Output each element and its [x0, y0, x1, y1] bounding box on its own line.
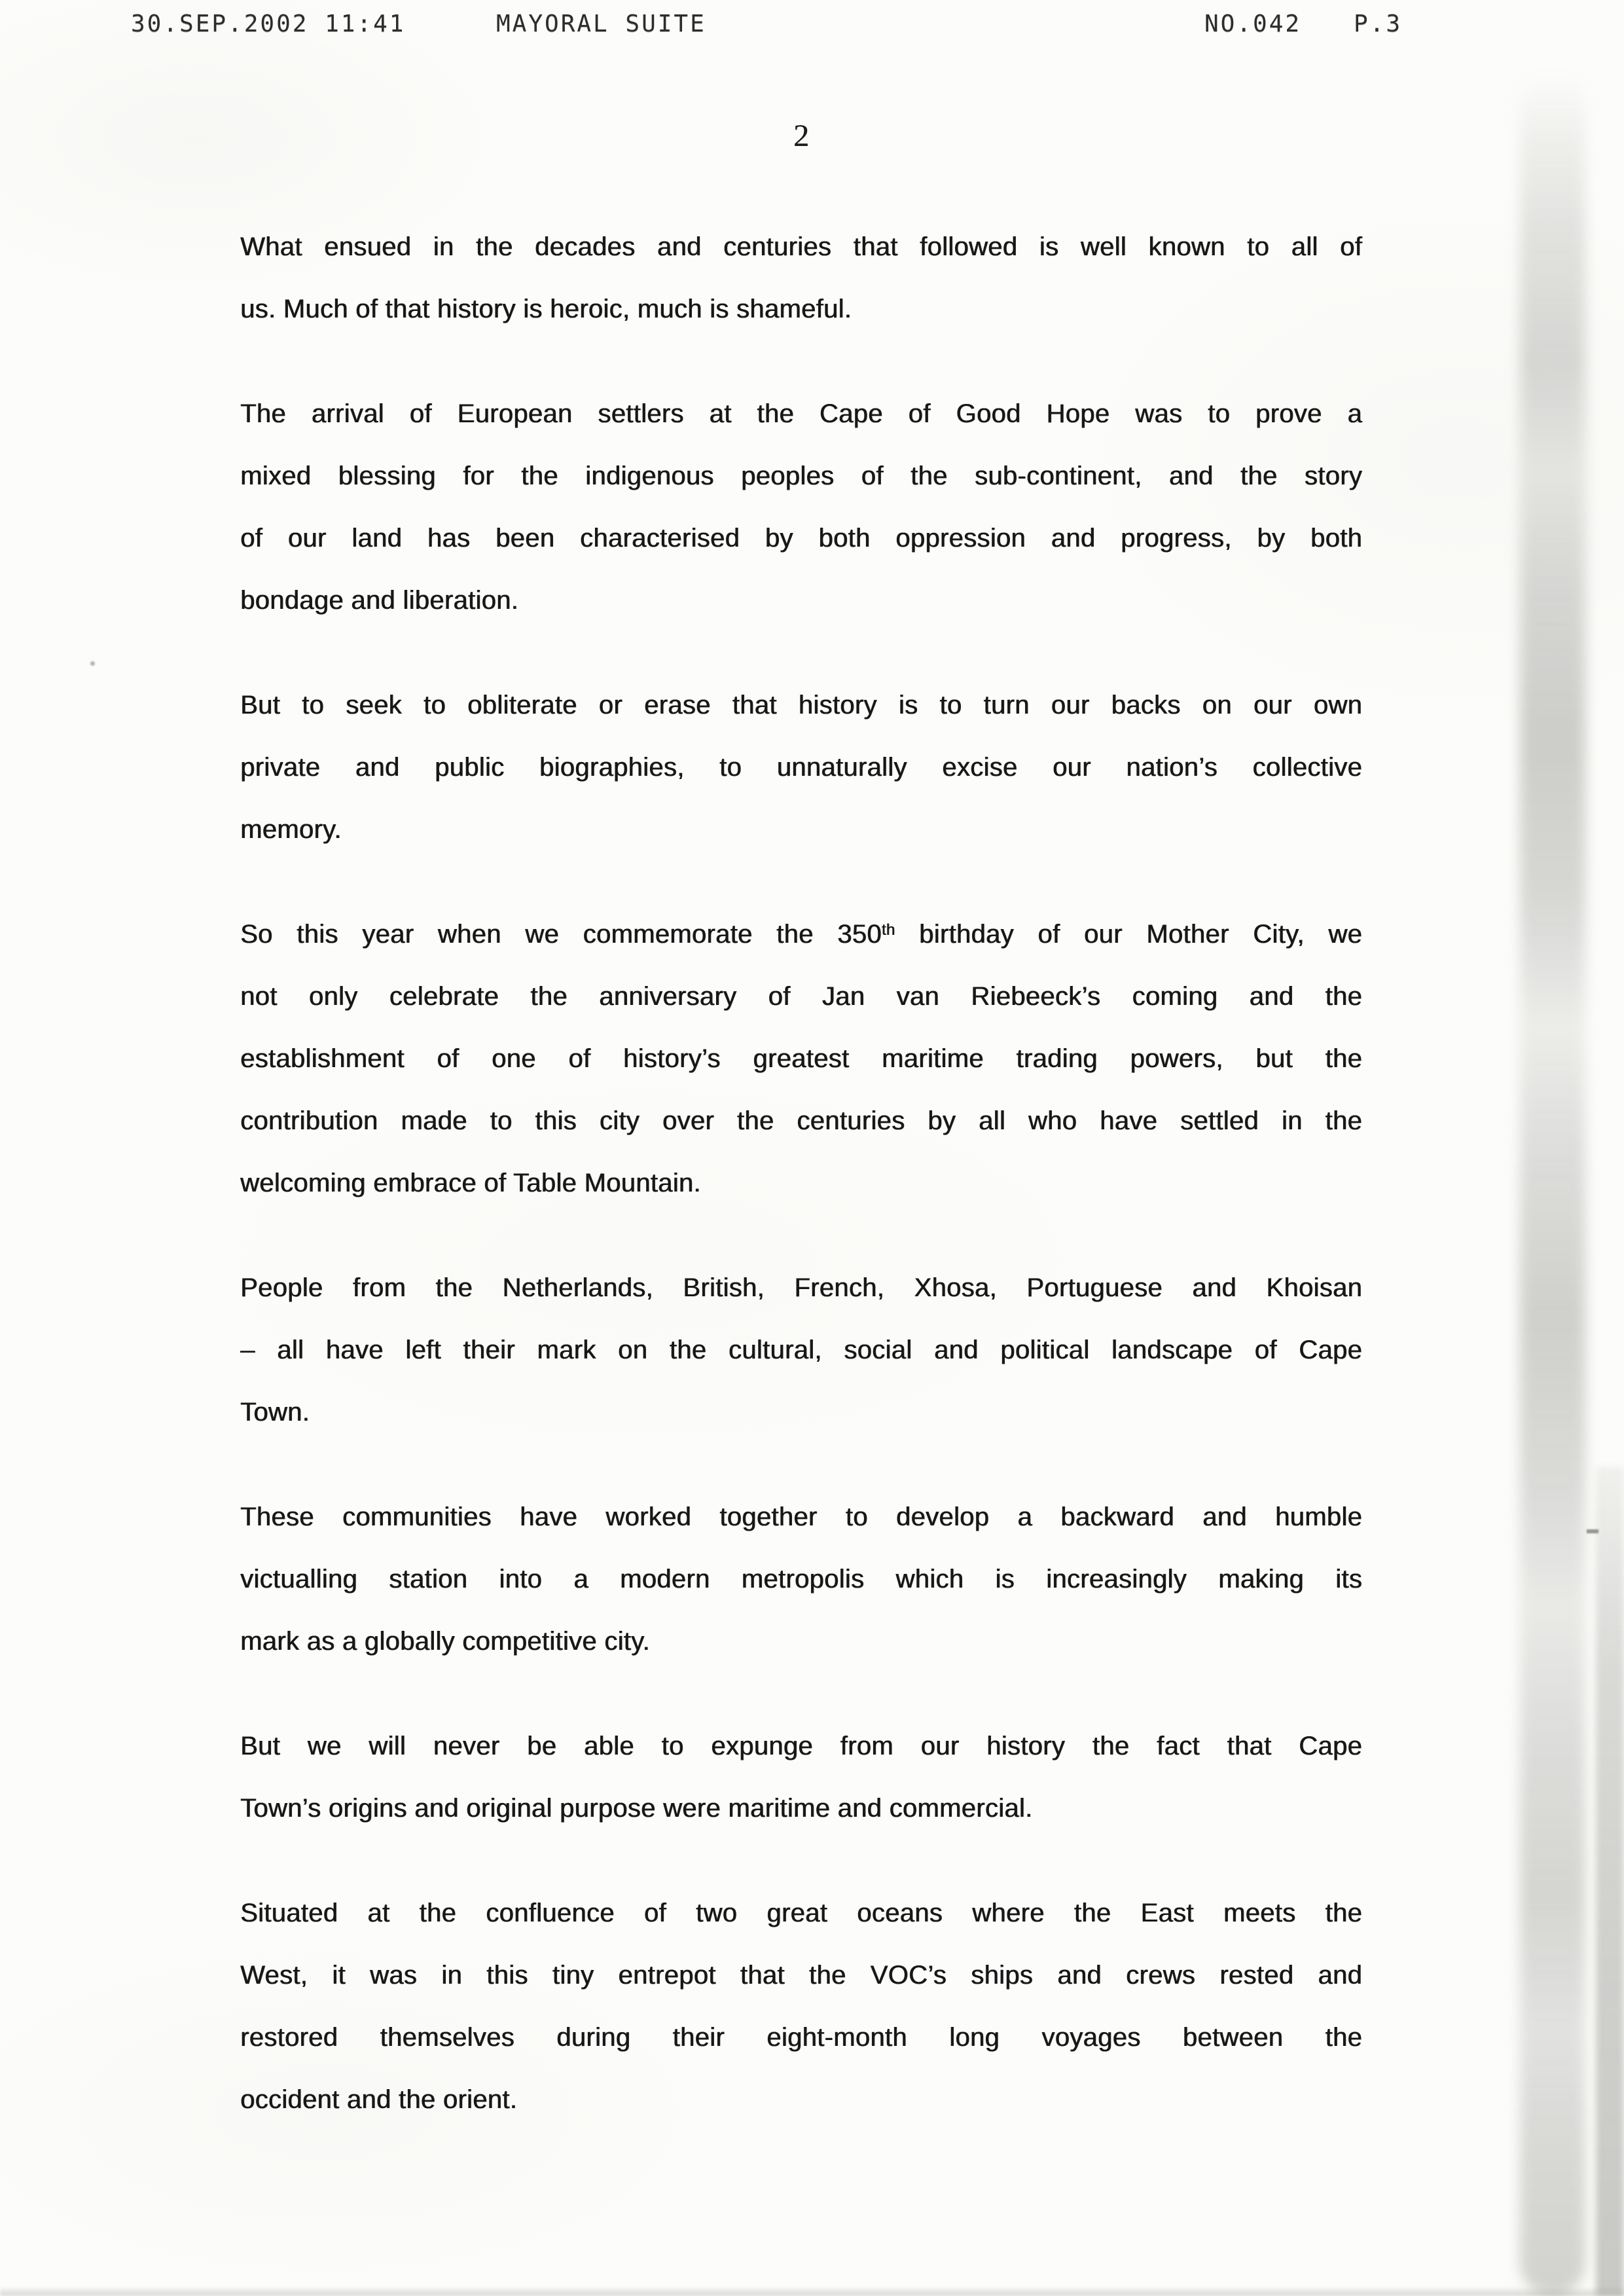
scan-edge-strip [1596, 1467, 1624, 2296]
text-segment: These communities have worked together to develop a backward and humble [240, 1503, 1362, 1531]
text-line [240, 507, 1362, 570]
text-line [240, 1257, 1362, 1319]
text-line [240, 674, 1362, 737]
text-line [240, 799, 1362, 861]
text-segment: us. Much of that history is heroic, much is shameful. [240, 295, 852, 323]
text-line [240, 570, 1362, 632]
text-segment: bondage and liberation. [240, 586, 519, 615]
text-line [240, 903, 1362, 966]
text-line [240, 1028, 1362, 1090]
text-line [240, 1486, 1362, 1548]
scan-dash-artifact [1587, 1529, 1598, 1533]
text-segment: of our land has been characterised by both oppression and progress, by both [240, 524, 1362, 553]
text-line [240, 278, 1362, 340]
text-line [240, 1319, 1362, 1381]
text-segment: occident and the orient. [240, 2085, 518, 2114]
text-line [240, 1090, 1362, 1152]
text-line [240, 966, 1362, 1028]
fax-number: NO.042 [1204, 10, 1302, 37]
paragraph [240, 383, 1362, 632]
text-segment: Town’s origins and original purpose were maritime and commercial. [240, 1794, 1033, 1823]
text-segment: memory. [240, 815, 342, 844]
text-segment: West, it was in this tiny entrepot that the VOC’s ships and crews rested and [240, 1961, 1362, 1990]
text-line [240, 2007, 1362, 2069]
page-number: 2 [793, 118, 809, 153]
text-line [240, 1381, 1362, 1444]
text-line [240, 1715, 1362, 1777]
paragraph [240, 216, 1362, 340]
text-segment: contribution made to this city over the centuries by all who have settled in the [240, 1106, 1362, 1135]
document-body [240, 119, 1362, 2174]
scan-bottom-edge [0, 2287, 1624, 2296]
paragraph [240, 1257, 1362, 1444]
text-segment: victualling station into a modern metropolis which is increasingly making its [240, 1565, 1362, 1594]
text-segment: mark as a globally competitive city. [240, 1627, 650, 1656]
text-line [240, 216, 1362, 278]
text-segment: not only celebrate the anniversary of Jan van Riebeeck’s coming and the [240, 982, 1362, 1011]
text-segment: But we will never be able to expunge from our history the fact that Cape [240, 1732, 1362, 1760]
paragraph [240, 1486, 1362, 1673]
text-segment: private and public biographies, to unnaturally excise our nation’s collective [240, 753, 1362, 782]
fax-sender: MAYORAL SUITE [496, 10, 706, 37]
text-segment: But to seek to obliterate or erase that history is to turn our backs on our own [240, 691, 1362, 720]
text-segment: Situated at the confluence of two great oceans where the East meets the [240, 1899, 1362, 1927]
fax-page-label: P.3 [1354, 10, 1403, 37]
text-line [240, 1611, 1362, 1673]
paragraph [240, 1715, 1362, 1840]
superscript-text: th [881, 921, 895, 939]
fax-datetime: 30.SEP.2002 11:41 [131, 10, 406, 37]
text-segment: welcoming embrace of Table Mountain. [240, 1169, 701, 1197]
text-line [240, 1777, 1362, 1840]
text-segment: restored themselves during their eight-month long voyages between the [240, 2023, 1362, 2052]
paragraph [240, 903, 1362, 1214]
scan-smudge-band [1520, 72, 1585, 2296]
text-segment: mixed blessing for the indigenous peoples of the sub-continent, and the story [240, 462, 1362, 490]
text-segment: The arrival of European settlers at the Cape of Good Hope was to prove a [240, 399, 1362, 428]
text-line [240, 2069, 1362, 2131]
scan-speck [90, 661, 95, 666]
text-line [240, 1548, 1362, 1611]
text-line [240, 1944, 1362, 2007]
text-segment: birthday of our Mother City, we [895, 920, 1362, 949]
text-segment: So this year when we commemorate the 350 [240, 920, 882, 949]
text-line [240, 383, 1362, 445]
text-line [240, 737, 1362, 799]
paragraph [240, 674, 1362, 861]
text-line [240, 1882, 1362, 1944]
text-segment: establishment of one of history’s greatest maritime trading powers, but the [240, 1044, 1362, 1073]
text-line [240, 1152, 1362, 1214]
text-segment: – all have left their mark on the cultural, social and political landscape of Cape [240, 1336, 1362, 1364]
text-line [240, 445, 1362, 507]
text-segment: Town. [240, 1398, 310, 1427]
paragraph [240, 1882, 1362, 2131]
paragraphs [240, 216, 1362, 2131]
text-segment: What ensued in the decades and centuries that followed is well known to all of [240, 232, 1362, 261]
text-segment: People from the Netherlands, British, French, Xhosa, Portuguese and Khoisan [240, 1273, 1362, 1302]
